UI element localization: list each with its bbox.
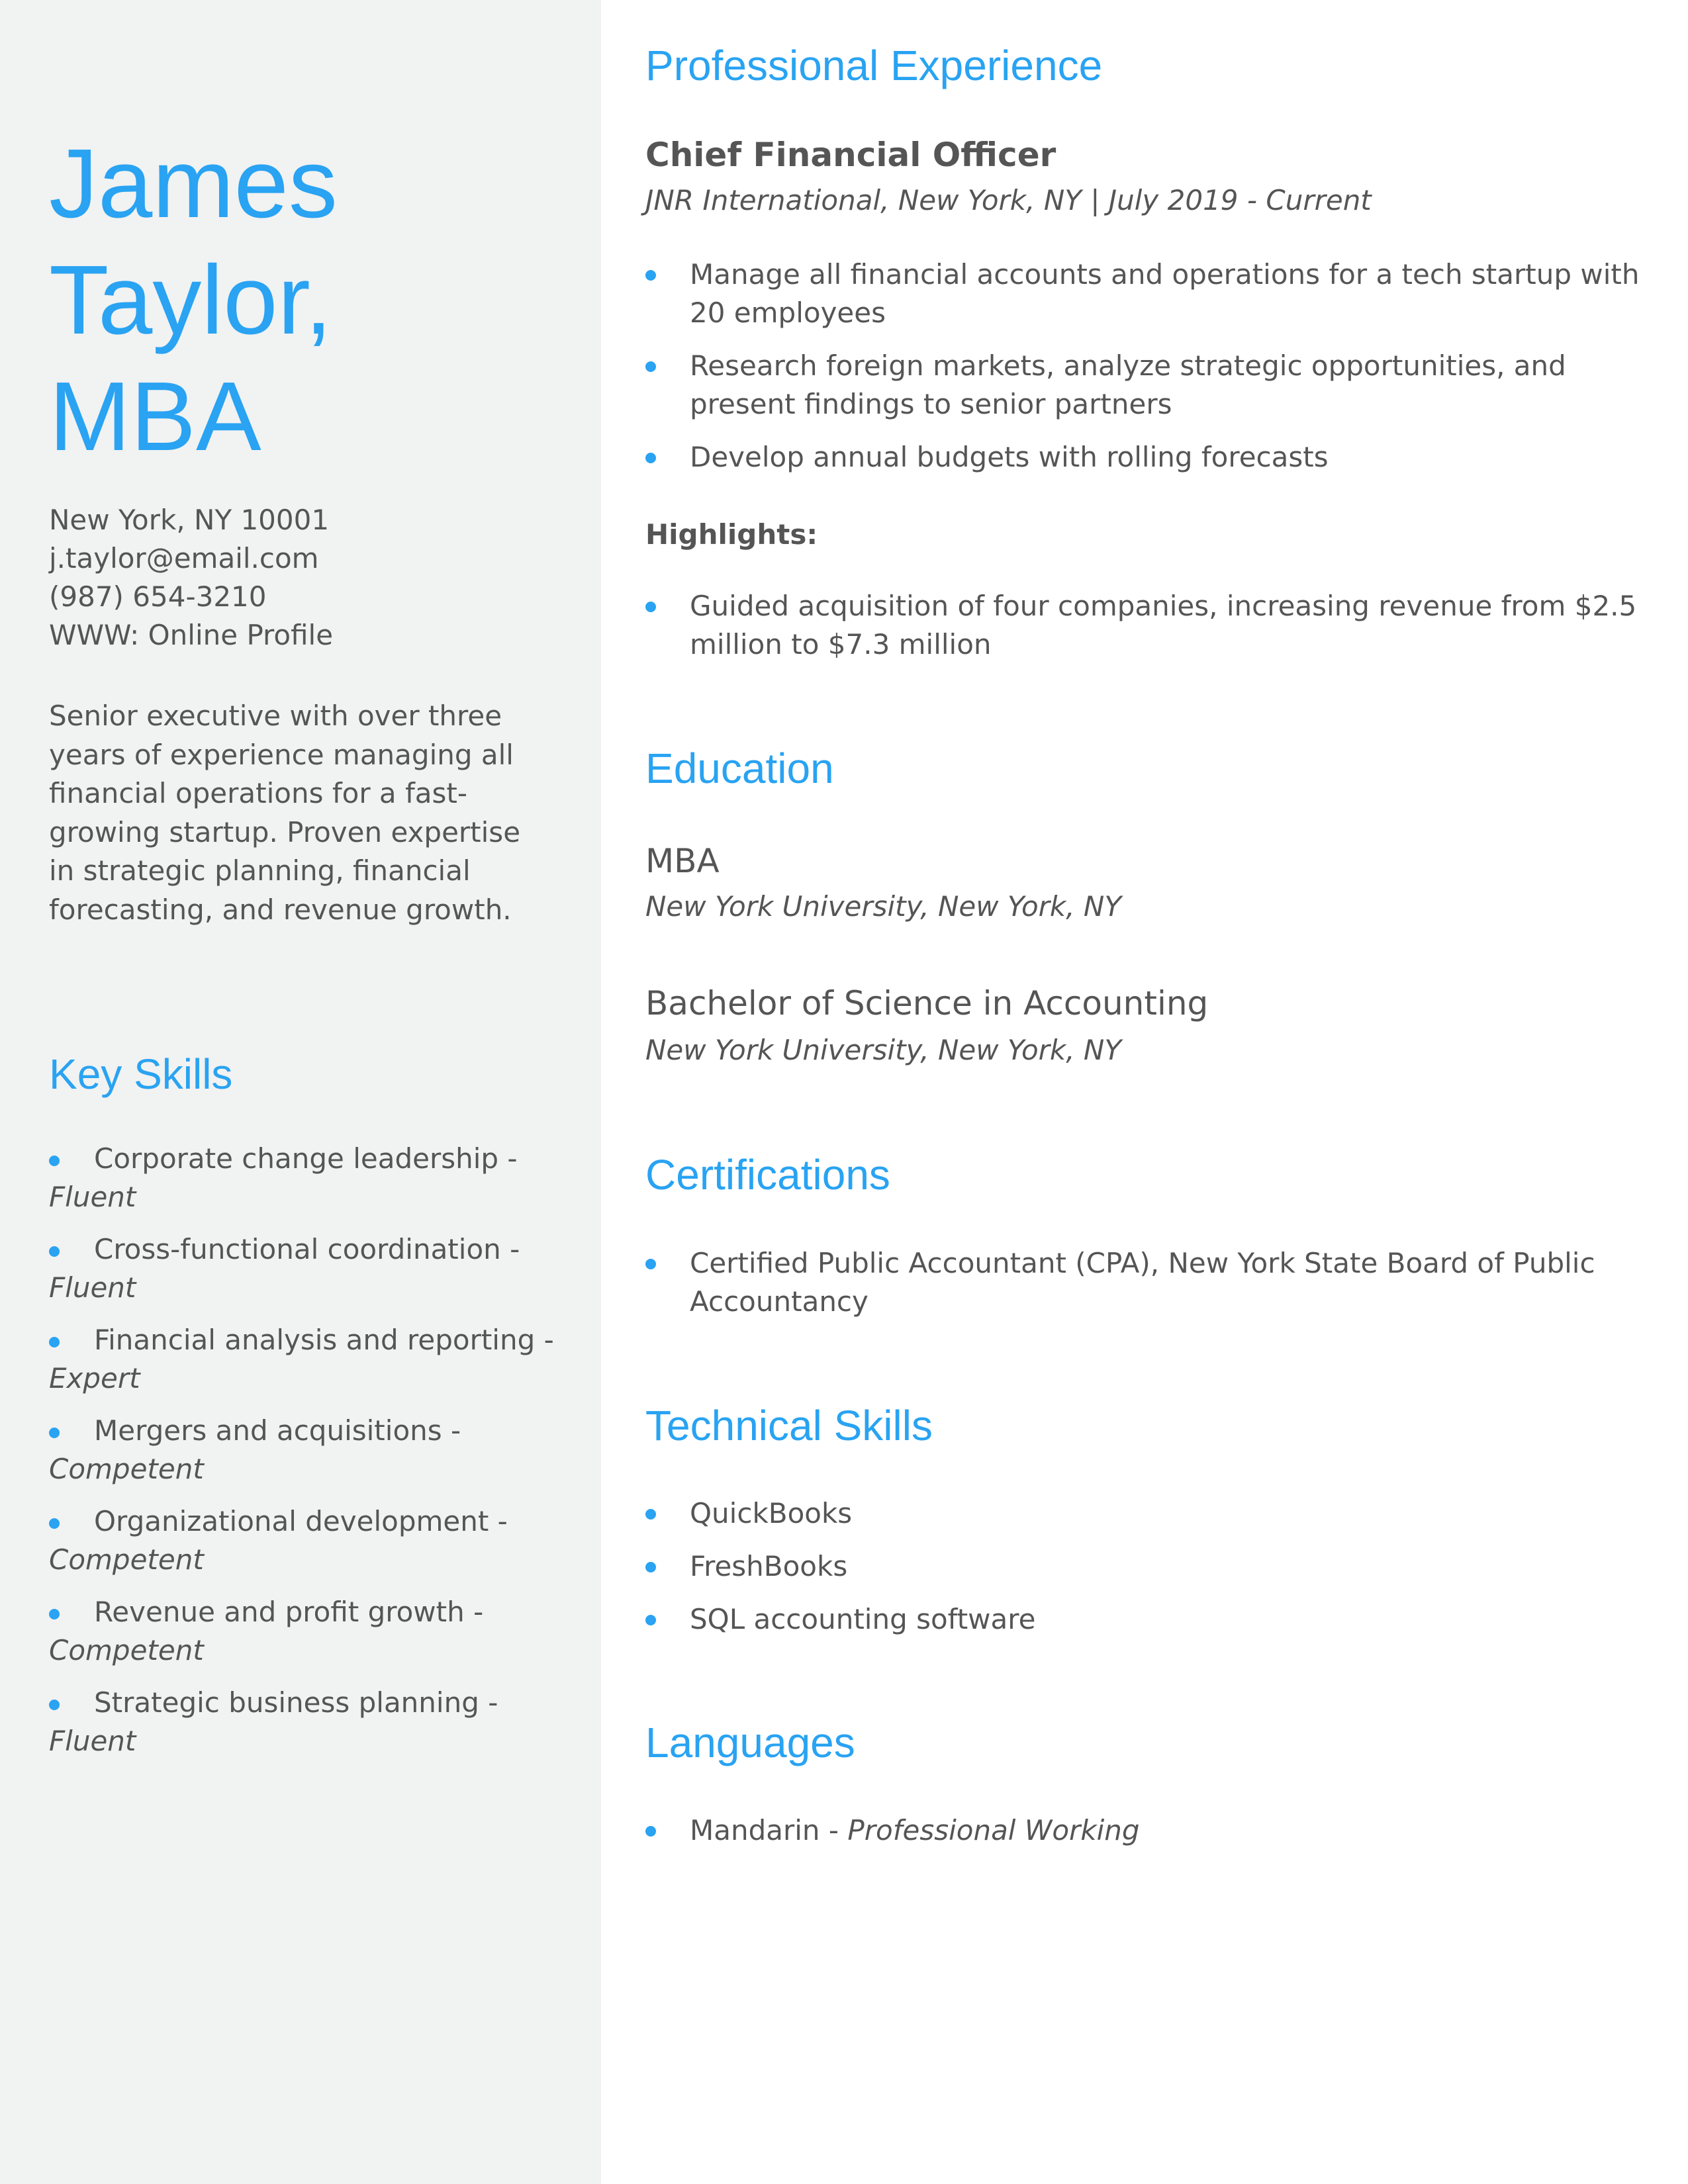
skill-separator: -: [464, 1596, 484, 1628]
bullet-icon: [645, 1259, 656, 1269]
bullet-icon: [645, 1826, 656, 1837]
list-item: [645, 1547, 1652, 1586]
skill-name: Strategic business planning: [94, 1686, 479, 1719]
bullet-icon: [49, 1246, 60, 1257]
list-item: [645, 587, 1652, 664]
bullet-icon: [645, 602, 656, 612]
contact-block: [49, 501, 333, 655]
list-item: [645, 1811, 1652, 1850]
language-separator: -: [820, 1814, 848, 1846]
highlights-list: [645, 587, 1652, 664]
degree-title: MBA: [645, 842, 720, 880]
skill-item: [49, 1684, 565, 1760]
language-level: Professional Working: [847, 1814, 1140, 1846]
bullet-icon: [49, 1518, 60, 1529]
list-item: [645, 347, 1652, 424]
bullet-text: FreshBooks: [690, 1550, 848, 1582]
key-skills-heading: Key Skills: [49, 1050, 233, 1098]
list-item: [645, 1494, 1652, 1533]
list-item: [645, 1244, 1652, 1321]
bullet-icon: [49, 1337, 60, 1347]
skill-item: [49, 1230, 565, 1307]
skill-item: [49, 1593, 565, 1670]
bullet-icon: [645, 453, 656, 463]
education-heading: Education: [645, 745, 834, 792]
name-line-first: James: [49, 129, 338, 238]
skill-separator: -: [498, 1142, 518, 1175]
school-name: New York University, New York, NY: [645, 1034, 1122, 1066]
skill-level: Fluent: [49, 1271, 136, 1304]
skill-level: Competent: [49, 1543, 204, 1576]
bullet-icon: [645, 1562, 656, 1572]
experience-heading: Professional Experience: [645, 42, 1103, 89]
bullet-text: Develop annual budgets with rolling forecasts: [690, 441, 1329, 473]
highlights-label: Highlights:: [645, 518, 818, 551]
contact-website[interactable]: WWW: Online Profile: [49, 619, 334, 651]
name-line-credential: MBA: [49, 362, 261, 471]
skill-name: Revenue and profit growth: [94, 1596, 465, 1628]
bullet-icon: [645, 1509, 656, 1520]
certifications-list: [645, 1244, 1652, 1321]
skill-name: Mergers and acquisitions: [94, 1414, 442, 1447]
languages-heading: Languages: [645, 1719, 855, 1766]
bullet-icon: [645, 1615, 656, 1625]
skill-separator: -: [479, 1686, 498, 1719]
skill-level: Expert: [49, 1362, 140, 1394]
skill-separator: -: [489, 1505, 508, 1537]
contact-phone: (987) 654-3210: [49, 580, 267, 613]
technical-skills-list: [645, 1494, 1652, 1639]
skill-item: [49, 1412, 565, 1488]
degree-title: Bachelor of Science in Accounting: [645, 984, 1209, 1023]
skill-level: Competent: [49, 1634, 204, 1666]
skill-level: Competent: [49, 1453, 204, 1485]
candidate-name: [49, 126, 579, 475]
skill-name: Corporate change leadership: [94, 1142, 499, 1175]
bullet-text: SQL accounting software: [690, 1603, 1036, 1635]
bullet-icon: [645, 270, 656, 281]
bullet-text: Research foreign markets, analyze strategic opportunities, and present findings to senior partners: [690, 349, 1566, 420]
certifications-heading: Certifications: [645, 1151, 890, 1199]
skill-item: [49, 1140, 565, 1216]
professional-summary: Senior executive with over three years of experience managing all financial operations for a fast-growing startup. Proven expertise in strategic planning, financial forecasting, and revenue growth.: [49, 700, 521, 926]
key-skills-list: [49, 1140, 565, 1774]
bullet-text: Certified Public Accountant (CPA), New York State Board of Public Accountancy: [690, 1247, 1595, 1318]
skill-level: Fluent: [49, 1725, 136, 1757]
technical-skills-heading: Technical Skills: [645, 1402, 933, 1449]
experience-bullets: [645, 255, 1652, 477]
bullet-icon: [49, 1428, 60, 1438]
contact-email[interactable]: j.taylor@email.com: [49, 542, 319, 574]
skill-item: [49, 1321, 565, 1398]
bullet-icon: [49, 1609, 60, 1619]
bullet-icon: [645, 361, 656, 372]
bullet-icon: [49, 1700, 60, 1710]
skill-separator: -: [500, 1233, 520, 1265]
list-item: [645, 438, 1652, 477]
bullet-text: QuickBooks: [690, 1497, 853, 1529]
languages-list: [645, 1811, 1652, 1850]
sidebar: [0, 0, 601, 2184]
list-item: [645, 1600, 1652, 1639]
skill-separator: -: [442, 1414, 461, 1447]
job-title: Chief Financial Officer: [645, 136, 1056, 174]
bullet-text: Guided acquisition of four companies, increasing revenue from $2.5 million to $7.3 million: [690, 590, 1637, 660]
school-name: New York University, New York, NY: [645, 890, 1122, 923]
skill-name: Organizational development: [94, 1505, 489, 1537]
skill-name: Cross-functional coordination: [94, 1233, 501, 1265]
language-name: Mandarin: [690, 1814, 820, 1846]
list-item: [645, 255, 1652, 332]
contact-address: New York, NY 10001: [49, 504, 330, 536]
skill-item: [49, 1502, 565, 1579]
skill-level: Fluent: [49, 1181, 136, 1213]
job-meta: JNR International, New York, NY | July 2019 - Current: [645, 184, 1372, 216]
name-line-last: Taylor,: [49, 246, 332, 355]
bullet-text: Manage all financial accounts and operations for a tech startup with 20 employees: [690, 258, 1640, 329]
skill-separator: -: [535, 1324, 554, 1356]
skill-name: Financial analysis and reporting: [94, 1324, 536, 1356]
bullet-icon: [49, 1156, 60, 1166]
